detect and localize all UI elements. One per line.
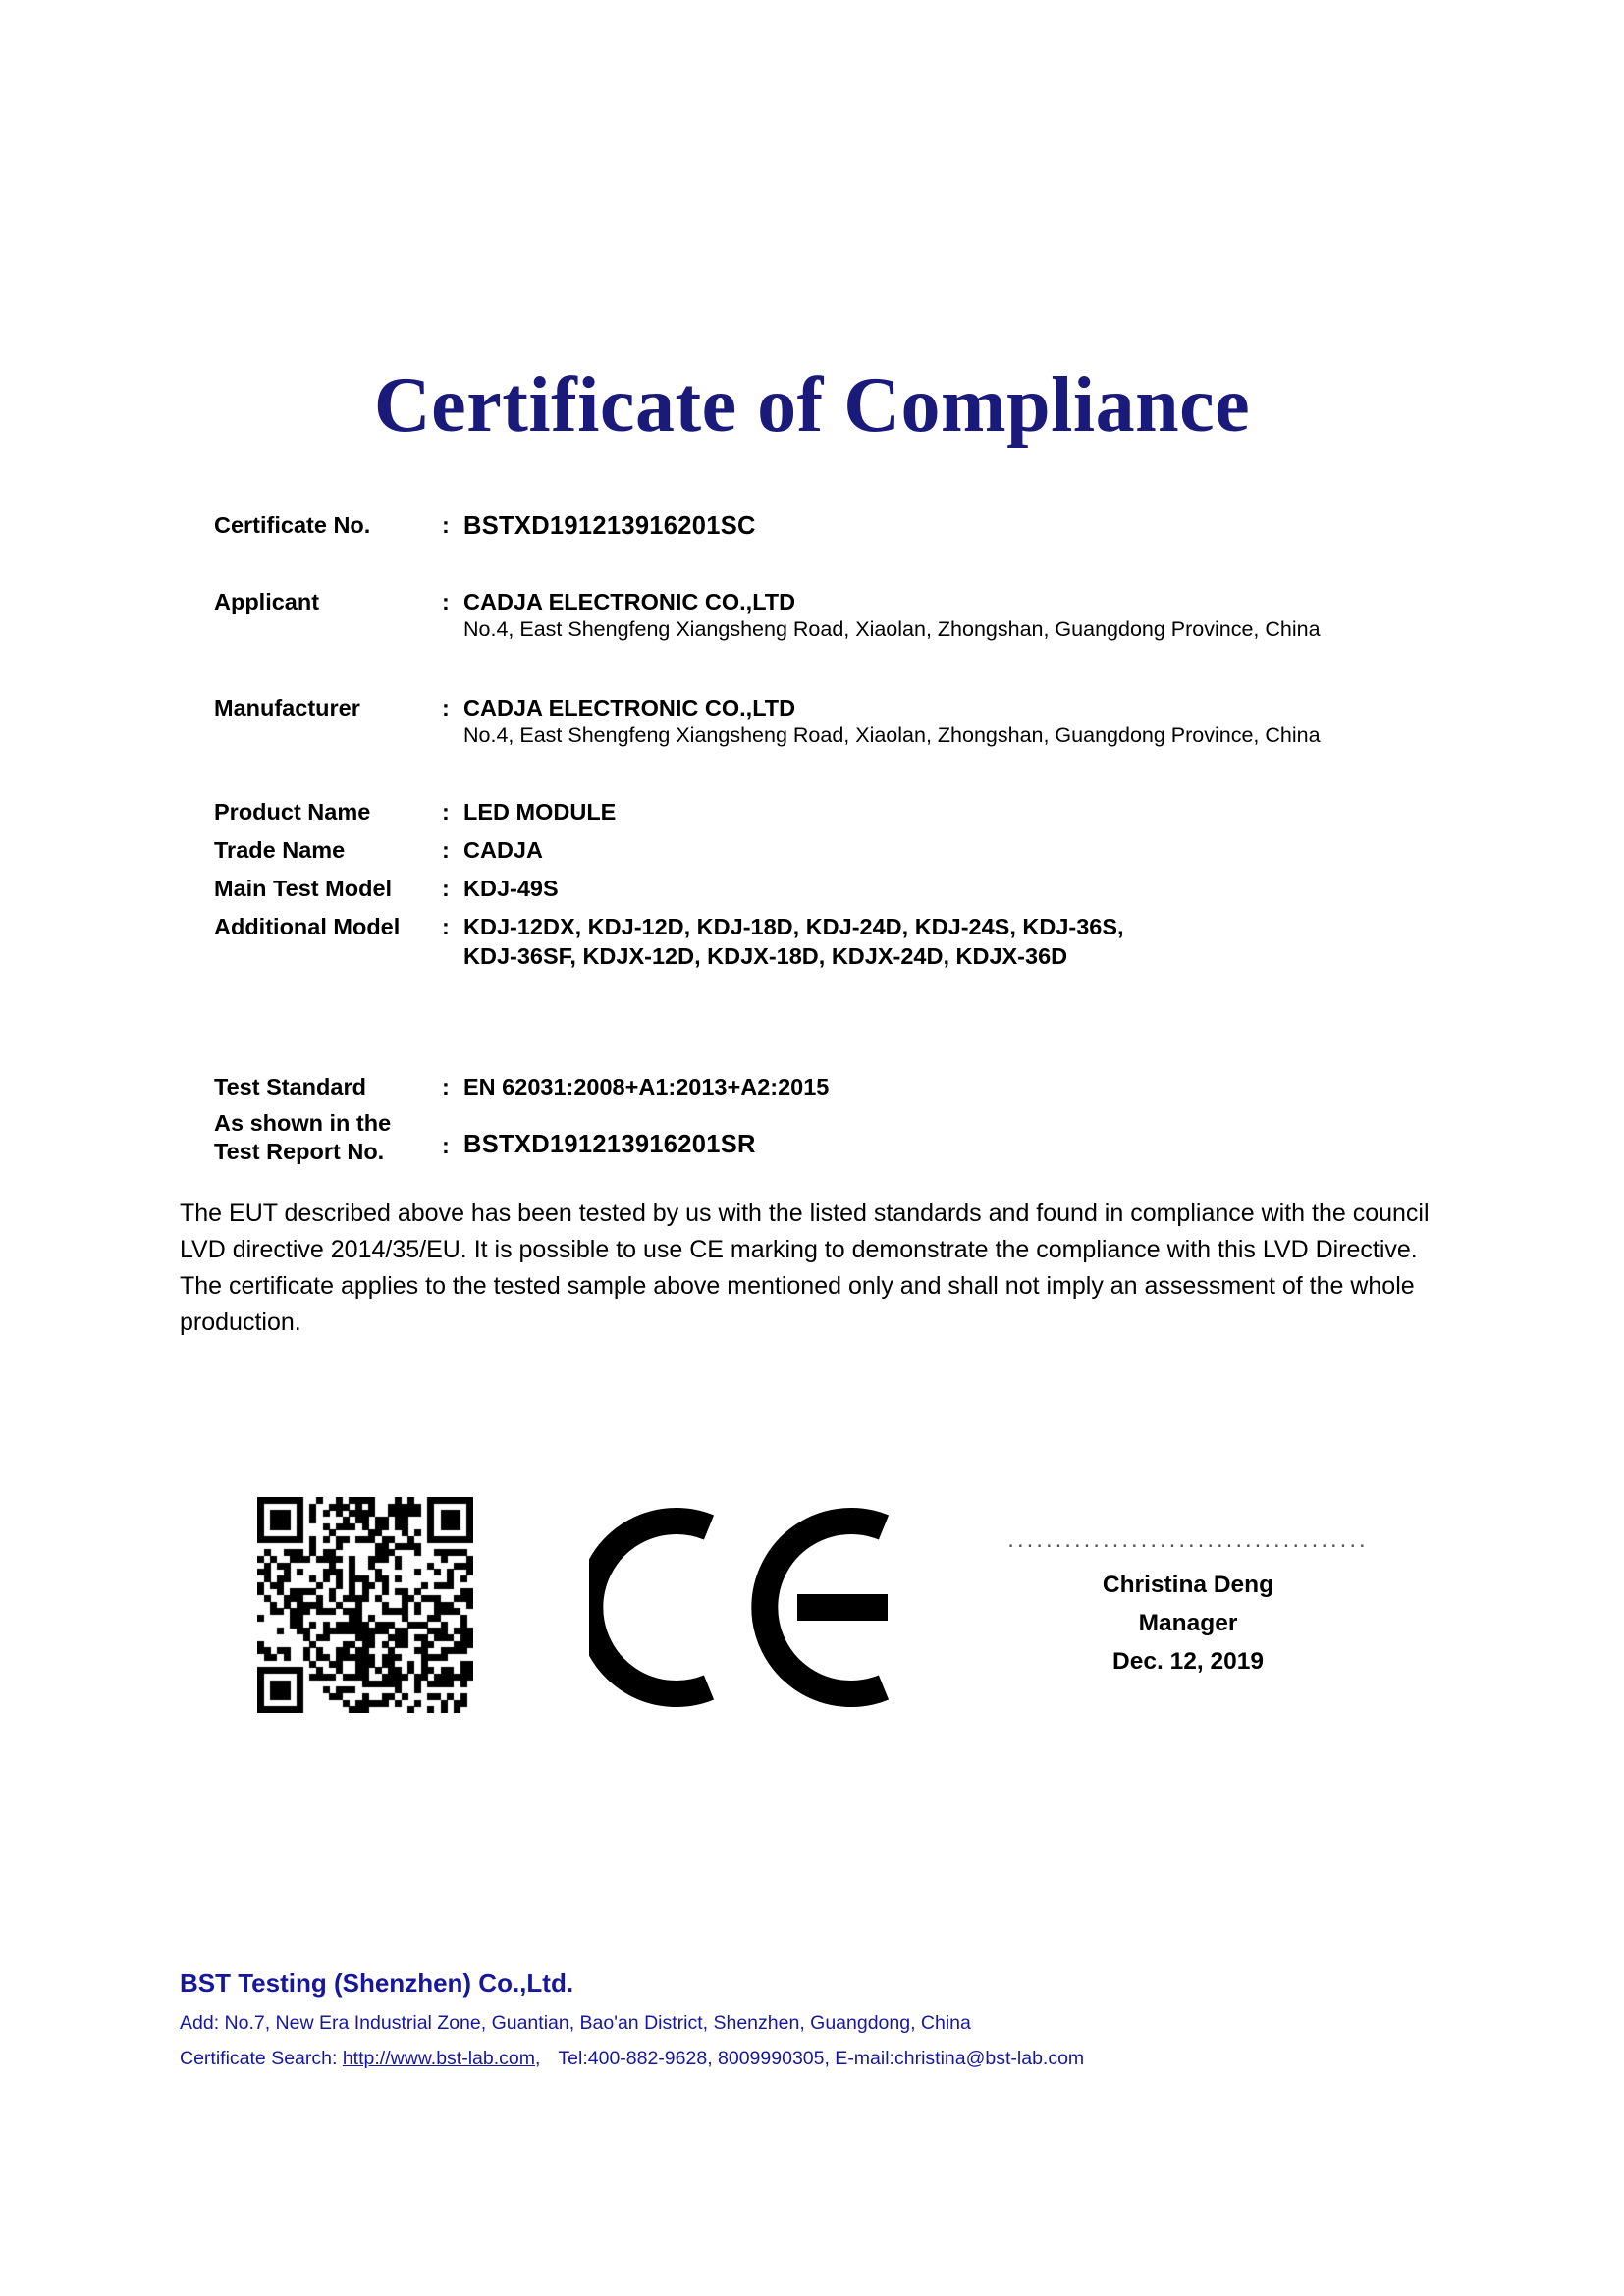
field-value-continued: KDJ-36SF, KDJX-12D, KDJX-18D, KDJX-24D, KDJX-36D (463, 943, 1068, 970)
field-value: CADJA ELECTRONIC CO.,LTD (463, 589, 796, 614)
field-applicant (214, 587, 1441, 644)
statement-paragraph-1: The EUT described above has been tested by us with the listed standards and found in compliance with the council LVD directive 2014/35/EU. It is possible to use CE marking to demonstrate the compliance with this LVD Directive. (180, 1200, 1430, 1263)
footer-company-name: BST Testing (Shenzhen) Co.,Ltd. (180, 1968, 574, 1998)
field-certificate-no (214, 510, 1441, 543)
signatory-role: Manager (1138, 1610, 1238, 1637)
field-colon: : (442, 589, 450, 614)
field-colon: : (442, 799, 450, 825)
field-value: EN 62031:2008+A1:2013+A2:2015 (463, 1074, 830, 1099)
footer-contact: Tel:400-882-9628, 8009990305, E-mail:christina@bst-lab.com (558, 2048, 1085, 2069)
field-value: BSTXD191213916201SC (463, 512, 756, 540)
field-label-line2: Test Report No. (214, 1138, 385, 1164)
field-value-group (463, 587, 1441, 644)
field-colon: : (442, 512, 450, 538)
compliance-statement (180, 1196, 1446, 1341)
field-colon: : (442, 914, 450, 939)
statement-paragraph-2: The certificate applies to the tested sample above mentioned only and shall not imply an assessment of the whole production. (180, 1272, 1415, 1336)
footer-comma: , (534, 2048, 541, 2069)
field-colon: : (442, 876, 450, 901)
field-colon: : (442, 695, 450, 721)
field-label: Trade Name (214, 837, 346, 863)
signatory-name: Christina Deng (1102, 1572, 1274, 1598)
field-value: KDJ-49S (463, 876, 559, 901)
field-main-test-model (214, 874, 1441, 903)
field-subvalue: No.4, East Shengfeng Xiangsheng Road, Xiaolan, Zhongshan, Guangdong Province, China (463, 617, 1321, 642)
field-label-line1: As shown in the (214, 1110, 392, 1136)
field-subvalue: No.4, East Shengfeng Xiangsheng Road, Xiaolan, Zhongshan, Guangdong Province, China (463, 723, 1321, 748)
field-value-group (463, 912, 1441, 971)
footer-contact-line (180, 2048, 1456, 2070)
field-colon: : (442, 1133, 450, 1158)
signature-date: Dec. 12, 2019 (1112, 1648, 1264, 1676)
signature-block (997, 1526, 1380, 1682)
certificate-search-label: Certificate Search: (180, 2048, 338, 2069)
signature-line: ...................................... (1007, 1526, 1369, 1553)
field-label: Applicant (214, 589, 320, 614)
field-label: Manufacturer (214, 695, 360, 721)
field-value: CADJA ELECTRONIC CO.,LTD (463, 695, 796, 721)
field-test-standard (214, 1072, 1441, 1101)
field-colon: : (442, 837, 450, 863)
certificate-search-link[interactable]: http://www.bst-lab.com (342, 2048, 535, 2069)
field-additional-model (214, 912, 1441, 971)
footer (180, 1968, 1456, 2070)
field-label: Test Standard (214, 1074, 366, 1099)
ce-marking-icon (589, 1492, 913, 1723)
field-value-group (463, 693, 1441, 750)
field-label: Main Test Model (214, 876, 393, 901)
field-trade-name (214, 835, 1441, 865)
field-value: KDJ-12DX, KDJ-12D, KDJ-18D, KDJ-24D, KDJ-24S, KDJ-36S, (463, 914, 1124, 939)
field-product-name (214, 797, 1441, 827)
field-manufacturer (214, 693, 1441, 750)
qr-code-icon (257, 1497, 473, 1713)
page-title: Certificate of Compliance (373, 362, 1251, 449)
field-label-group (214, 1109, 442, 1165)
field-value: BSTXD191213916201SR (463, 1131, 756, 1158)
field-label: Additional Model (214, 914, 401, 939)
field-label: Product Name (214, 799, 371, 825)
field-test-report-no (214, 1109, 1441, 1165)
field-colon: : (442, 1074, 450, 1099)
field-label: Certificate No. (214, 512, 371, 538)
footer-address: Add: No.7, New Era Industrial Zone, Guantian, Bao'an District, Shenzhen, Guangdong, China (180, 2012, 971, 2034)
field-value: LED MODULE (463, 799, 617, 825)
field-value: CADJA (463, 837, 543, 863)
